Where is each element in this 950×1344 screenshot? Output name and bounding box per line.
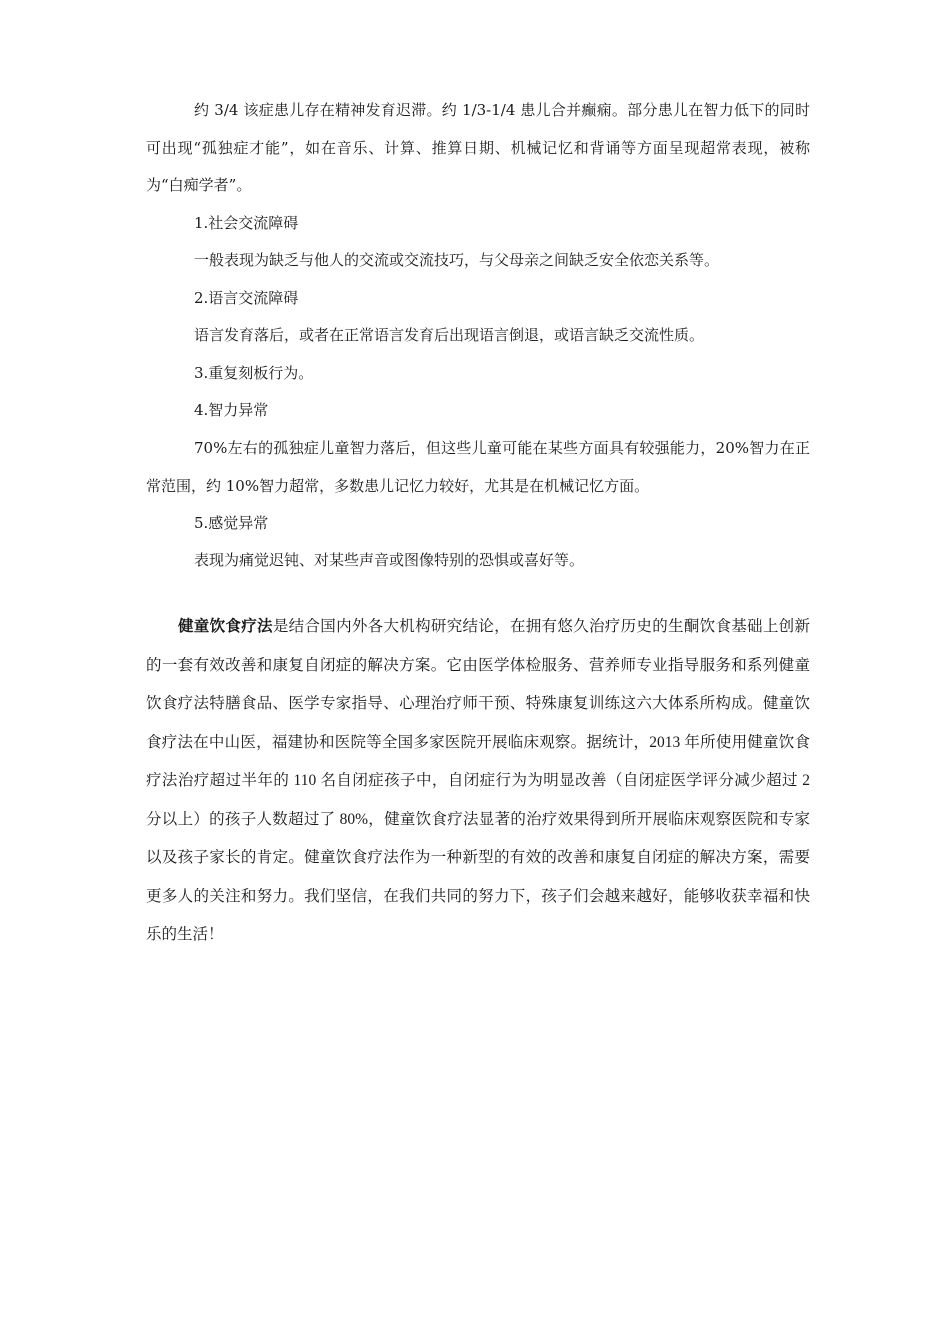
item-4-text: 70%左右的孤独症儿童智力落后，但这些儿童可能在某些方面具有较强能力，20%智力在正常范围，约 10%智力超常，多数患儿记忆力较好，尤其是在机械记忆方面。 [146,439,810,495]
item-2-text: 语言发育落后，或者在正常语言发育后出现语言倒退，或语言缺乏交流性质。 [194,326,705,344]
therapy-paragraph [146,608,810,955]
item-3-title: 3.重复刻板行为。 [194,364,314,382]
item-5-title: 5.感觉异常 [194,514,269,532]
item-5-text: 表现为痛觉迟钝、对某些声音或图像特别的恐惧或喜好等。 [194,551,585,569]
therapy-name: 健童饮食疗法 [178,618,273,635]
intro-paragraph: 约 3/4 该症患儿存在精神发育迟滞。约 1/3-1/4 患儿合并癫痫。部分患儿在智力低下的同时可出现“孤独症才能”，如在音乐、计算、推算日期、机械记忆和背诵等方面呈现超常表现，被称为“白痴学者”。 [146,101,810,194]
item-1-text: 一般表现为缺乏与他人的交流或交流技巧，与父母亲之间缺乏安全依恋关系等。 [194,251,720,269]
item-4-title: 4.智力异常 [194,401,269,419]
therapy-body: 是结合国内外各大机构研究结论，在拥有悠久治疗历史的生酮饮食基础上创新的一套有效改善和康复自闭症的解决方案。它由医学体检服务、营养师专业指导服务和系列健童饮食疗法特膳食品、医学专家指导、心理治疗师干预、特殊康复训练这六大体系所构成。健童饮食疗法在中山医，福建协和医院等全国多家医院开展临床观察。据统计，2013 年所使用健童饮食疗法治疗超过半年的 110 名自闭症孩子中，自闭症行为为明显改善（自闭症医学评分减少超过 2 分以上）的孩子人数超过了 80%，健童饮食疗法显著的治疗效果得到所开展临床观察医院和专家以及孩子家长的肯定。健童饮食疗法作为一种新型的有效的改善和康复自闭症的解决方案，需要更多人的关注和努力。我们坚信，在我们共同的努力下，孩子们会越来越好，能够收获幸福和快乐的生活！ [146,618,810,943]
item-2-title: 2.语言交流障碍 [194,289,299,307]
item-1-title: 1.社会交流障碍 [194,214,299,232]
